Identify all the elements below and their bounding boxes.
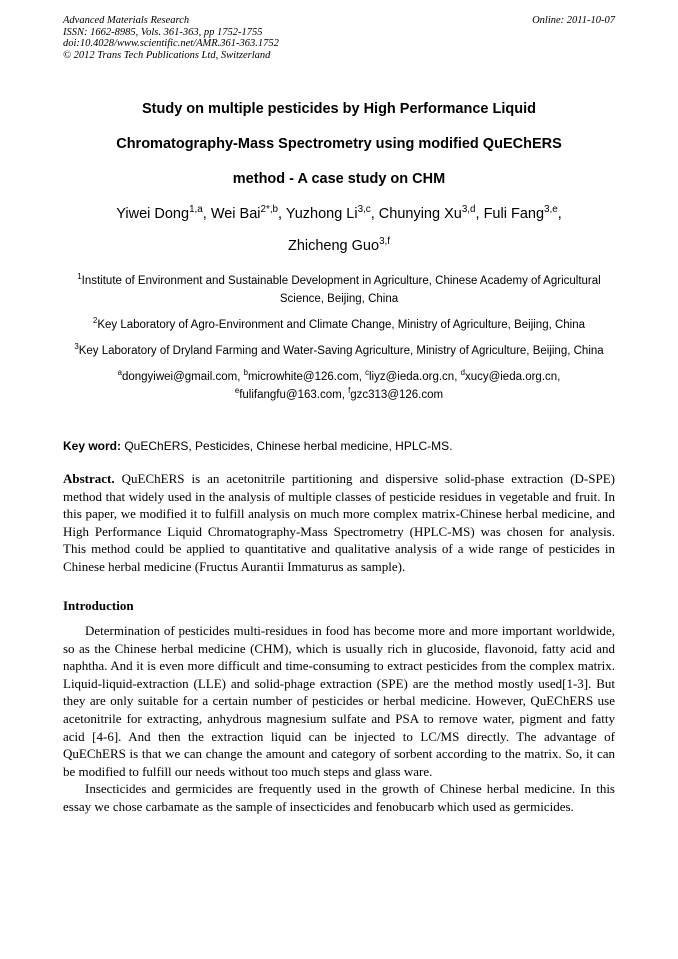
author: Chunying Xu$^{3,d}$, bbox=[378, 204, 484, 222]
title-line-2: Chromatography-Mass Spectrometry using modified QuEChERS bbox=[116, 136, 562, 152]
journal-name: Advanced Materials Research bbox=[63, 15, 190, 26]
issn-line: ISSN: 1662-8985, Vols. 361-363, pp 1752-1755 bbox=[63, 26, 263, 38]
email: $^b$microwhite@126.com, bbox=[243, 368, 366, 383]
affiliations bbox=[63, 272, 615, 412]
journal-header bbox=[63, 15, 615, 61]
abstract bbox=[63, 470, 615, 576]
email: $^e$fulifangfu@163.com, bbox=[234, 386, 349, 401]
email-list bbox=[63, 368, 615, 404]
abstract-text: QuEChERS is an acetonitrile partitioning and dispersive solid-phase extraction (D-SPE) method that widely used in the analysis of multiple classes of pesticide residues in vegetable and fruit. In this paper, we modified it to fulfill analysis on much more complex matrix-Chinese herbal medicine, and High Performance Liquid Chromatography-Mass Spectrometry (HPLC-MS) was chosen for analysis. This method could be applied to quantitative and qualitative analysis of a wide range of pesticides in Chinese herbal medicine (Fructus Aurantii Immaturus as sample). bbox=[63, 471, 615, 574]
online-date: Online: 2011-10-07 bbox=[532, 15, 615, 26]
doi-line: doi:10.4028/www.scientific.net/AMR.361-363.1752 bbox=[63, 38, 279, 49]
email: $^f$gzc313@126.com bbox=[348, 386, 444, 401]
title-line-3: method - A case study on CHM bbox=[232, 171, 446, 187]
author-list bbox=[63, 198, 615, 262]
affiliation: $^2$Key Laboratory of Agro-Environment and Climate Change, Ministry of Agriculture, Beijing, China bbox=[92, 316, 586, 331]
email: $^a$dongyiwei@gmail.com, bbox=[117, 368, 244, 383]
copyright-line: © 2012 Trans Tech Publications Ltd, Switzerland bbox=[63, 49, 271, 61]
paper-title bbox=[63, 92, 615, 197]
section-heading-introduction: Introduction bbox=[63, 598, 134, 613]
keywords-text: QuEChERS, Pesticides, Chinese herbal medicine, HPLC-MS. bbox=[121, 439, 453, 453]
title-line-1: Study on multiple pesticides by High Performance Liquid bbox=[142, 101, 536, 117]
paragraph: Insecticides and germicides are frequently used in the growth of Chinese herbal medicine. In this essay we chose carbamate as the sample of insecticides and fenobucarb which used as germicides. bbox=[63, 781, 615, 814]
author: Yiwei Dong$^{1,a}$, bbox=[116, 204, 211, 222]
email: $^d$xucy@ieda.org.cn, bbox=[460, 368, 561, 383]
affiliation: $^1$Institute of Environment and Sustainable Development in Agriculture, Chinese Academy of Agricultural Science, Beijing, China bbox=[77, 272, 601, 305]
affiliation: $^3$Key Laboratory of Dryland Farming and Water-Saving Agriculture, Ministry of Agriculture, Beijing, China bbox=[74, 342, 604, 357]
author: Wei Bai$^{2*,b}$, bbox=[210, 204, 286, 222]
paragraph: Determination of pesticides multi-residues in food has become more and more important worldwide, so as the Chinese herbal medicine (CHM), which is usually rich in glucoside, flavonoid, fatty acid and naphtha. And it is even more difficult and time-consuming to extract pesticides from the complex matrix. Liquid-liquid-extraction (LLE) and solid-phage extraction (SPE) are the method mostly used[1-3]. But they are only suitable for a certain number of pesticides or herbal medicine. However, QuEChERS use acetonitrile for extracting, anhydrous magnesium sulfate and PSA to remove water, pigment and fatty acid [4-6]. And then the extraction liquid can be injected to LC/MS directly. The advantage of QuEChERS is that we can change the amount and category of sorbent according to the matrix. So, it can be modified to fulfill our needs without too much steps and glass ware. bbox=[63, 623, 615, 779]
author: Zhicheng Guo$^{3,f}$ bbox=[287, 236, 391, 254]
author: Fuli Fang$^{3,e}$, bbox=[483, 204, 562, 222]
keywords bbox=[63, 438, 615, 454]
abstract-label: Abstract. bbox=[63, 471, 115, 486]
email: $^c$liyz@ieda.org.cn, bbox=[365, 368, 461, 383]
author: Yuzhong Li$^{3,c}$, bbox=[285, 204, 379, 222]
keywords-label: Key word: bbox=[63, 439, 122, 453]
introduction-body bbox=[63, 622, 615, 816]
